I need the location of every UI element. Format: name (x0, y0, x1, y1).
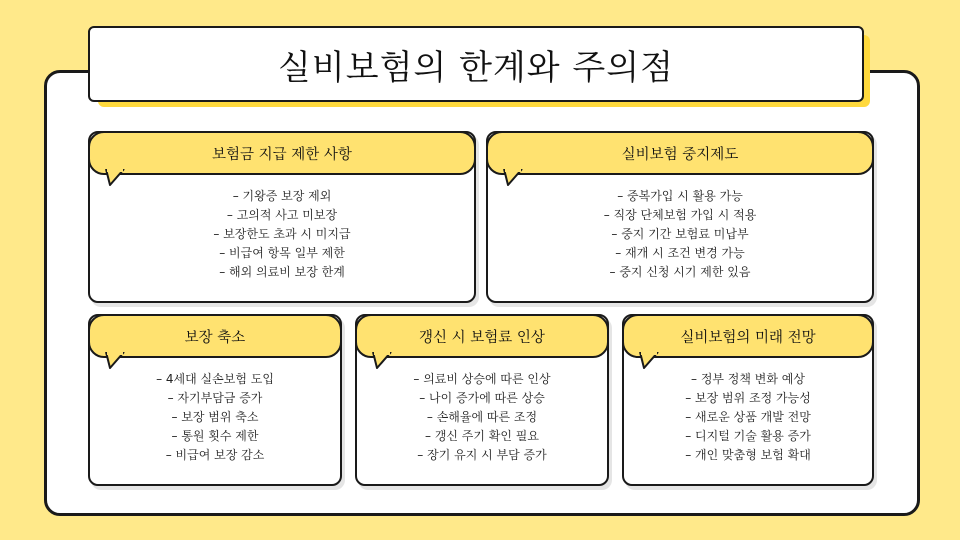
list-item: – 보장 범위 조정 가능성 (624, 389, 872, 408)
card-suspension-system (486, 131, 874, 303)
list-item: – 장기 유지 시 부담 증가 (357, 446, 607, 465)
card-header (355, 314, 609, 358)
list-item: – 보장한도 초과 시 미지급 (90, 225, 474, 244)
card-list (488, 187, 872, 282)
card-list (90, 187, 474, 282)
card-premium-increase (355, 314, 609, 486)
list-item: – 재개 시 조건 변경 가능 (488, 244, 872, 263)
speech-tail-icon (104, 352, 126, 370)
list-item: – 기왕증 보장 제외 (90, 187, 474, 206)
list-item: – 정부 정책 변화 예상 (624, 370, 872, 389)
card-heading: 보장 축소 (184, 329, 246, 346)
card-list (624, 370, 872, 465)
list-item: – 디지털 기술 활용 증가 (624, 427, 872, 446)
card-list (90, 370, 340, 465)
card-header (88, 314, 342, 358)
speech-tail-icon (638, 352, 660, 370)
speech-tail-icon (502, 169, 524, 187)
list-item: – 손해율에 따른 조정 (357, 408, 607, 427)
list-item: – 나이 증가에 따른 상승 (357, 389, 607, 408)
speech-tail-icon (371, 352, 393, 370)
title-box (88, 26, 864, 102)
card-heading: 실비보험 중지제도 (621, 146, 739, 163)
list-item: – 고의적 사고 미보장 (90, 206, 474, 225)
list-item: – 새로운 상품 개발 전망 (624, 408, 872, 427)
page-title: 실비보험의 한계와 주의점 (278, 47, 674, 88)
card-header (88, 131, 476, 175)
list-item: – 자기부담금 증가 (90, 389, 340, 408)
list-item: – 비급여 보장 감소 (90, 446, 340, 465)
list-item: – 중지 기간 보험료 미납부 (488, 225, 872, 244)
list-item: – 직장 단체보험 가입 시 적용 (488, 206, 872, 225)
list-item: – 의료비 상승에 따른 인상 (357, 370, 607, 389)
list-item: – 갱신 주기 확인 필요 (357, 427, 607, 446)
list-item: – 보장 범위 축소 (90, 408, 340, 427)
card-future-outlook (622, 314, 874, 486)
card-payment-restrictions (88, 131, 476, 303)
list-item: – 통원 횟수 제한 (90, 427, 340, 446)
list-item: – 비급여 항목 일부 제한 (90, 244, 474, 263)
card-header (486, 131, 874, 175)
list-item: – 개인 맞춤형 보험 확대 (624, 446, 872, 465)
card-list (357, 370, 607, 465)
list-item: – 해외 의료비 보장 한계 (90, 263, 474, 282)
list-item: – 4세대 실손보험 도입 (90, 370, 340, 389)
card-heading: 실비보험의 미래 전망 (680, 329, 816, 346)
card-heading: 갱신 시 보험료 인상 (419, 329, 545, 346)
list-item: – 중지 신청 시기 제한 있음 (488, 263, 872, 282)
list-item: – 중복가입 시 활용 가능 (488, 187, 872, 206)
speech-tail-icon (104, 169, 126, 187)
card-coverage-reduction (88, 314, 342, 486)
card-heading: 보험금 지급 제한 사항 (212, 146, 352, 163)
